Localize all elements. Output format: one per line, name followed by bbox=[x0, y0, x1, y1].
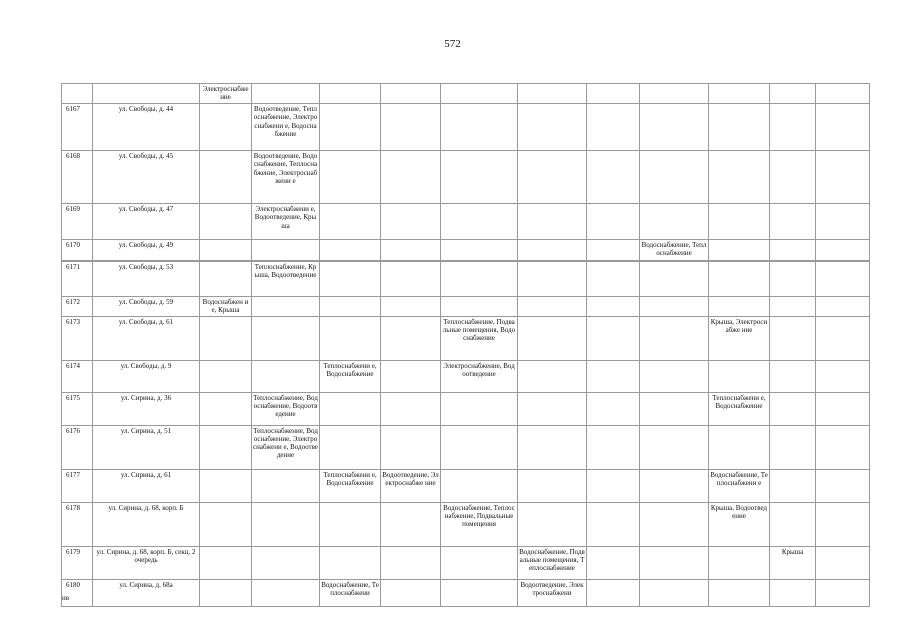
work-type-cell bbox=[518, 261, 587, 297]
work-type-cell bbox=[518, 204, 587, 240]
work-type-cell bbox=[640, 502, 709, 546]
work-type-cell: Электроснабжени е, Водоотведение, Крыша bbox=[252, 204, 320, 240]
work-type-cell bbox=[816, 360, 870, 392]
work-type-cell: Теплоснабжени е, Водоснабжение bbox=[709, 392, 770, 425]
work-type-cell bbox=[252, 316, 320, 360]
work-type-cell bbox=[770, 360, 816, 392]
work-type-cell bbox=[252, 297, 320, 317]
work-type-cell bbox=[518, 502, 587, 546]
work-type-cell bbox=[640, 84, 709, 104]
registry-body bbox=[62, 84, 870, 607]
work-type-cell bbox=[252, 360, 320, 392]
work-type-cell bbox=[441, 297, 518, 317]
work-type-cell bbox=[381, 151, 441, 204]
work-type-cell bbox=[770, 104, 816, 151]
row-number-cell: 6176 bbox=[62, 425, 93, 469]
work-type-cell bbox=[587, 204, 640, 240]
address-cell: ул. Свободы, д. 59 bbox=[93, 297, 200, 317]
row-number-cell bbox=[62, 84, 93, 104]
work-type-cell bbox=[770, 392, 816, 425]
work-type-cell: Водоснабжение, Теплоснабжени bbox=[320, 579, 381, 606]
repair-registry-table bbox=[61, 83, 870, 607]
work-type-cell bbox=[200, 425, 252, 469]
work-type-cell: Водоотведение, Электроснабжени bbox=[518, 579, 587, 606]
work-type-cell: Теплоснабжение, Водоснабжение, Водоотведение bbox=[252, 392, 320, 425]
address-cell: ул. Сирина, д. 68а bbox=[93, 579, 200, 606]
work-type-cell bbox=[381, 392, 441, 425]
address-cell: ул. Сирина, д. 36 bbox=[93, 392, 200, 425]
table-row bbox=[62, 104, 870, 151]
work-type-cell bbox=[709, 240, 770, 262]
work-type-cell bbox=[441, 204, 518, 240]
work-type-cell bbox=[320, 151, 381, 204]
table-row bbox=[62, 469, 870, 502]
table-row bbox=[62, 204, 870, 240]
work-type-cell bbox=[441, 392, 518, 425]
work-type-cell bbox=[770, 502, 816, 546]
row-number-cell: 6180 bbox=[62, 579, 93, 606]
row-number-cell: 6172 bbox=[62, 297, 93, 317]
address-cell bbox=[93, 84, 200, 104]
work-type-cell bbox=[816, 316, 870, 360]
work-type-cell bbox=[816, 469, 870, 502]
work-type-cell bbox=[320, 502, 381, 546]
work-type-cell bbox=[381, 360, 441, 392]
work-type-cell: Теплоснабжени е, Водоснабжение bbox=[320, 469, 381, 502]
table-row bbox=[62, 261, 870, 297]
work-type-cell bbox=[320, 261, 381, 297]
work-type-cell bbox=[200, 151, 252, 204]
work-type-cell: Крыша bbox=[770, 546, 816, 579]
work-type-cell bbox=[709, 261, 770, 297]
work-type-cell bbox=[381, 546, 441, 579]
work-type-cell: Теплоснабжение, Подвальные помещения, Водоснабжение bbox=[441, 316, 518, 360]
work-type-cell bbox=[709, 360, 770, 392]
work-type-cell bbox=[200, 502, 252, 546]
work-type-cell bbox=[200, 392, 252, 425]
work-type-cell bbox=[587, 316, 640, 360]
work-type-cell bbox=[381, 261, 441, 297]
work-type-cell bbox=[441, 240, 518, 262]
work-type-cell bbox=[320, 204, 381, 240]
work-type-cell bbox=[320, 546, 381, 579]
row-number-cell: 6173 bbox=[62, 316, 93, 360]
page-number: 572 bbox=[444, 38, 461, 50]
work-type-cell bbox=[518, 469, 587, 502]
work-type-cell bbox=[441, 84, 518, 104]
work-type-cell bbox=[200, 579, 252, 606]
work-type-cell bbox=[252, 469, 320, 502]
work-type-cell: Водоотведение, Теплоснабжение, Электроснабжени е, Водоснабжение bbox=[252, 104, 320, 151]
work-type-cell bbox=[320, 240, 381, 262]
work-type-cell bbox=[587, 151, 640, 204]
work-type-cell bbox=[816, 546, 870, 579]
work-type-cell bbox=[816, 261, 870, 297]
work-type-cell bbox=[640, 151, 709, 204]
work-type-cell bbox=[587, 546, 640, 579]
work-type-cell bbox=[518, 392, 587, 425]
work-type-cell: Водоснабжение, Теплоснабжени е bbox=[709, 469, 770, 502]
address-cell: ул. Сирина, д. 61 bbox=[93, 469, 200, 502]
work-type-cell bbox=[441, 579, 518, 606]
work-type-cell bbox=[252, 240, 320, 262]
work-type-cell: Крыша, Электроснабже ние bbox=[709, 316, 770, 360]
work-type-cell bbox=[200, 546, 252, 579]
work-type-cell bbox=[640, 104, 709, 151]
work-type-cell bbox=[709, 546, 770, 579]
work-type-cell bbox=[587, 297, 640, 317]
work-type-cell: Электроснабжение, Водоотведение bbox=[441, 360, 518, 392]
work-type-cell bbox=[381, 316, 441, 360]
table-row bbox=[62, 240, 870, 262]
work-type-cell bbox=[320, 104, 381, 151]
work-type-cell bbox=[381, 579, 441, 606]
work-type-cell bbox=[320, 316, 381, 360]
work-type-cell bbox=[816, 502, 870, 546]
table-row bbox=[62, 392, 870, 425]
work-type-cell bbox=[200, 104, 252, 151]
work-type-cell bbox=[200, 316, 252, 360]
work-type-cell bbox=[320, 425, 381, 469]
work-type-cell bbox=[640, 469, 709, 502]
work-type-cell bbox=[252, 84, 320, 104]
work-type-cell bbox=[770, 261, 816, 297]
row-number-cell: 6169 bbox=[62, 204, 93, 240]
work-type-cell bbox=[381, 502, 441, 546]
work-type-cell bbox=[320, 297, 381, 317]
work-type-cell bbox=[441, 546, 518, 579]
work-type-cell bbox=[320, 84, 381, 104]
row-number-cell: 6177 bbox=[62, 469, 93, 502]
work-type-cell: Водоснабжение, Подвальные помещения, Теплоснабжение bbox=[518, 546, 587, 579]
work-type-cell bbox=[441, 261, 518, 297]
work-type-cell: Водоотведение, Водоснабжение, Теплоснабжение, Электроснабжени е bbox=[252, 151, 320, 204]
work-type-cell bbox=[587, 392, 640, 425]
work-type-cell: Водоснабжение, Теплоснабжение, Подвальные помещения bbox=[441, 502, 518, 546]
work-type-cell bbox=[709, 425, 770, 469]
work-type-cell bbox=[816, 84, 870, 104]
work-type-cell bbox=[816, 297, 870, 317]
work-type-cell bbox=[587, 502, 640, 546]
work-type-cell bbox=[587, 84, 640, 104]
work-type-cell bbox=[518, 151, 587, 204]
work-type-cell bbox=[518, 104, 587, 151]
work-type-cell bbox=[770, 240, 816, 262]
work-type-cell bbox=[441, 151, 518, 204]
work-type-cell bbox=[770, 297, 816, 317]
work-type-cell bbox=[587, 425, 640, 469]
work-type-cell bbox=[640, 316, 709, 360]
work-type-cell bbox=[252, 579, 320, 606]
address-cell: ул. Свободы, д. 45 bbox=[93, 151, 200, 204]
address-cell: ул. Свободы, д. 53 bbox=[93, 261, 200, 297]
work-type-cell bbox=[640, 425, 709, 469]
work-type-cell bbox=[770, 579, 816, 606]
row-number-cell: 6175 bbox=[62, 392, 93, 425]
work-type-cell bbox=[381, 240, 441, 262]
table-row bbox=[62, 579, 870, 606]
work-type-cell bbox=[816, 151, 870, 204]
work-type-cell: Теплоснабжение, Крыша, Водоотведение bbox=[252, 261, 320, 297]
row-number-cell: 6179 bbox=[62, 546, 93, 579]
work-type-cell bbox=[200, 469, 252, 502]
work-type-cell bbox=[770, 469, 816, 502]
row-number-cell: 6178 bbox=[62, 502, 93, 546]
work-type-cell bbox=[518, 297, 587, 317]
work-type-cell bbox=[770, 204, 816, 240]
work-type-cell bbox=[709, 104, 770, 151]
work-type-cell: Водоотведение, Электроснабже ние bbox=[381, 469, 441, 502]
work-type-cell bbox=[816, 425, 870, 469]
work-type-cell bbox=[518, 316, 587, 360]
work-type-cell bbox=[200, 360, 252, 392]
work-type-cell bbox=[518, 84, 587, 104]
work-type-cell bbox=[816, 240, 870, 262]
work-type-cell bbox=[709, 84, 770, 104]
address-cell: ул. Сирина, д. 51 bbox=[93, 425, 200, 469]
table-row bbox=[62, 84, 870, 104]
work-type-cell: Теплоснабжени е, Водоснабжение bbox=[320, 360, 381, 392]
work-type-cell bbox=[381, 425, 441, 469]
work-type-cell bbox=[709, 579, 770, 606]
work-type-cell bbox=[587, 261, 640, 297]
work-type-cell bbox=[816, 204, 870, 240]
work-type-cell bbox=[770, 425, 816, 469]
row-number-cell: 6171 bbox=[62, 261, 93, 297]
work-type-cell bbox=[587, 579, 640, 606]
table-row bbox=[62, 425, 870, 469]
work-type-cell: Крыша, Водоотведение bbox=[709, 502, 770, 546]
address-cell: ул. Свободы, д. 61 bbox=[93, 316, 200, 360]
work-type-cell bbox=[381, 297, 441, 317]
work-type-cell bbox=[640, 204, 709, 240]
work-type-cell bbox=[709, 151, 770, 204]
work-type-cell: Теплоснабжение, Водоснабжение, Электроснабжени е, Водоотведение bbox=[252, 425, 320, 469]
work-type-cell bbox=[770, 316, 816, 360]
work-type-cell bbox=[441, 469, 518, 502]
row-number-cell: 6174 bbox=[62, 360, 93, 392]
work-type-cell bbox=[320, 392, 381, 425]
work-type-cell bbox=[518, 425, 587, 469]
table-row bbox=[62, 151, 870, 204]
row-number-cell: 6170 bbox=[62, 240, 93, 262]
work-type-cell bbox=[816, 579, 870, 606]
work-type-cell: Электроснабже ние bbox=[200, 84, 252, 104]
work-type-cell bbox=[770, 151, 816, 204]
work-type-cell bbox=[252, 546, 320, 579]
work-type-cell bbox=[441, 425, 518, 469]
work-type-cell bbox=[640, 360, 709, 392]
row-number-cell: 6168 bbox=[62, 151, 93, 204]
work-type-cell bbox=[200, 240, 252, 262]
table-row bbox=[62, 297, 870, 317]
work-type-cell bbox=[587, 240, 640, 262]
address-cell: ул. Свободы, д. 44 bbox=[93, 104, 200, 151]
work-type-cell bbox=[709, 204, 770, 240]
work-type-cell bbox=[640, 392, 709, 425]
table-row bbox=[62, 316, 870, 360]
address-cell: ул. Сирина, д. 68, корп. Б, секц. 2 очередь bbox=[93, 546, 200, 579]
row-number-cell: 6167 bbox=[62, 104, 93, 151]
work-type-cell bbox=[709, 297, 770, 317]
work-type-cell bbox=[587, 104, 640, 151]
footer-mark: нв bbox=[62, 594, 70, 602]
work-type-cell bbox=[518, 240, 587, 262]
work-type-cell bbox=[770, 84, 816, 104]
work-type-cell bbox=[441, 104, 518, 151]
work-type-cell bbox=[640, 579, 709, 606]
work-type-cell bbox=[381, 84, 441, 104]
address-cell: ул. Свободы, д. 9 bbox=[93, 360, 200, 392]
address-cell: ул. Сирина, д. 68, корп. Б bbox=[93, 502, 200, 546]
work-type-cell bbox=[200, 204, 252, 240]
table-row bbox=[62, 502, 870, 546]
work-type-cell bbox=[640, 297, 709, 317]
work-type-cell: Водоснабжен ие, Крыша bbox=[200, 297, 252, 317]
work-type-cell bbox=[381, 104, 441, 151]
work-type-cell: Водоснабжение, Теплоснабжение bbox=[640, 240, 709, 262]
work-type-cell bbox=[200, 261, 252, 297]
work-type-cell bbox=[518, 360, 587, 392]
work-type-cell bbox=[640, 261, 709, 297]
work-type-cell bbox=[816, 392, 870, 425]
work-type-cell bbox=[587, 360, 640, 392]
work-type-cell bbox=[587, 469, 640, 502]
address-cell: ул. Свободы, д. 49 bbox=[93, 240, 200, 262]
work-type-cell bbox=[381, 204, 441, 240]
work-type-cell bbox=[640, 546, 709, 579]
address-cell: ул. Свободы, д. 47 bbox=[93, 204, 200, 240]
work-type-cell bbox=[816, 104, 870, 151]
work-type-cell bbox=[252, 502, 320, 546]
table-row bbox=[62, 360, 870, 392]
table-row bbox=[62, 546, 870, 579]
